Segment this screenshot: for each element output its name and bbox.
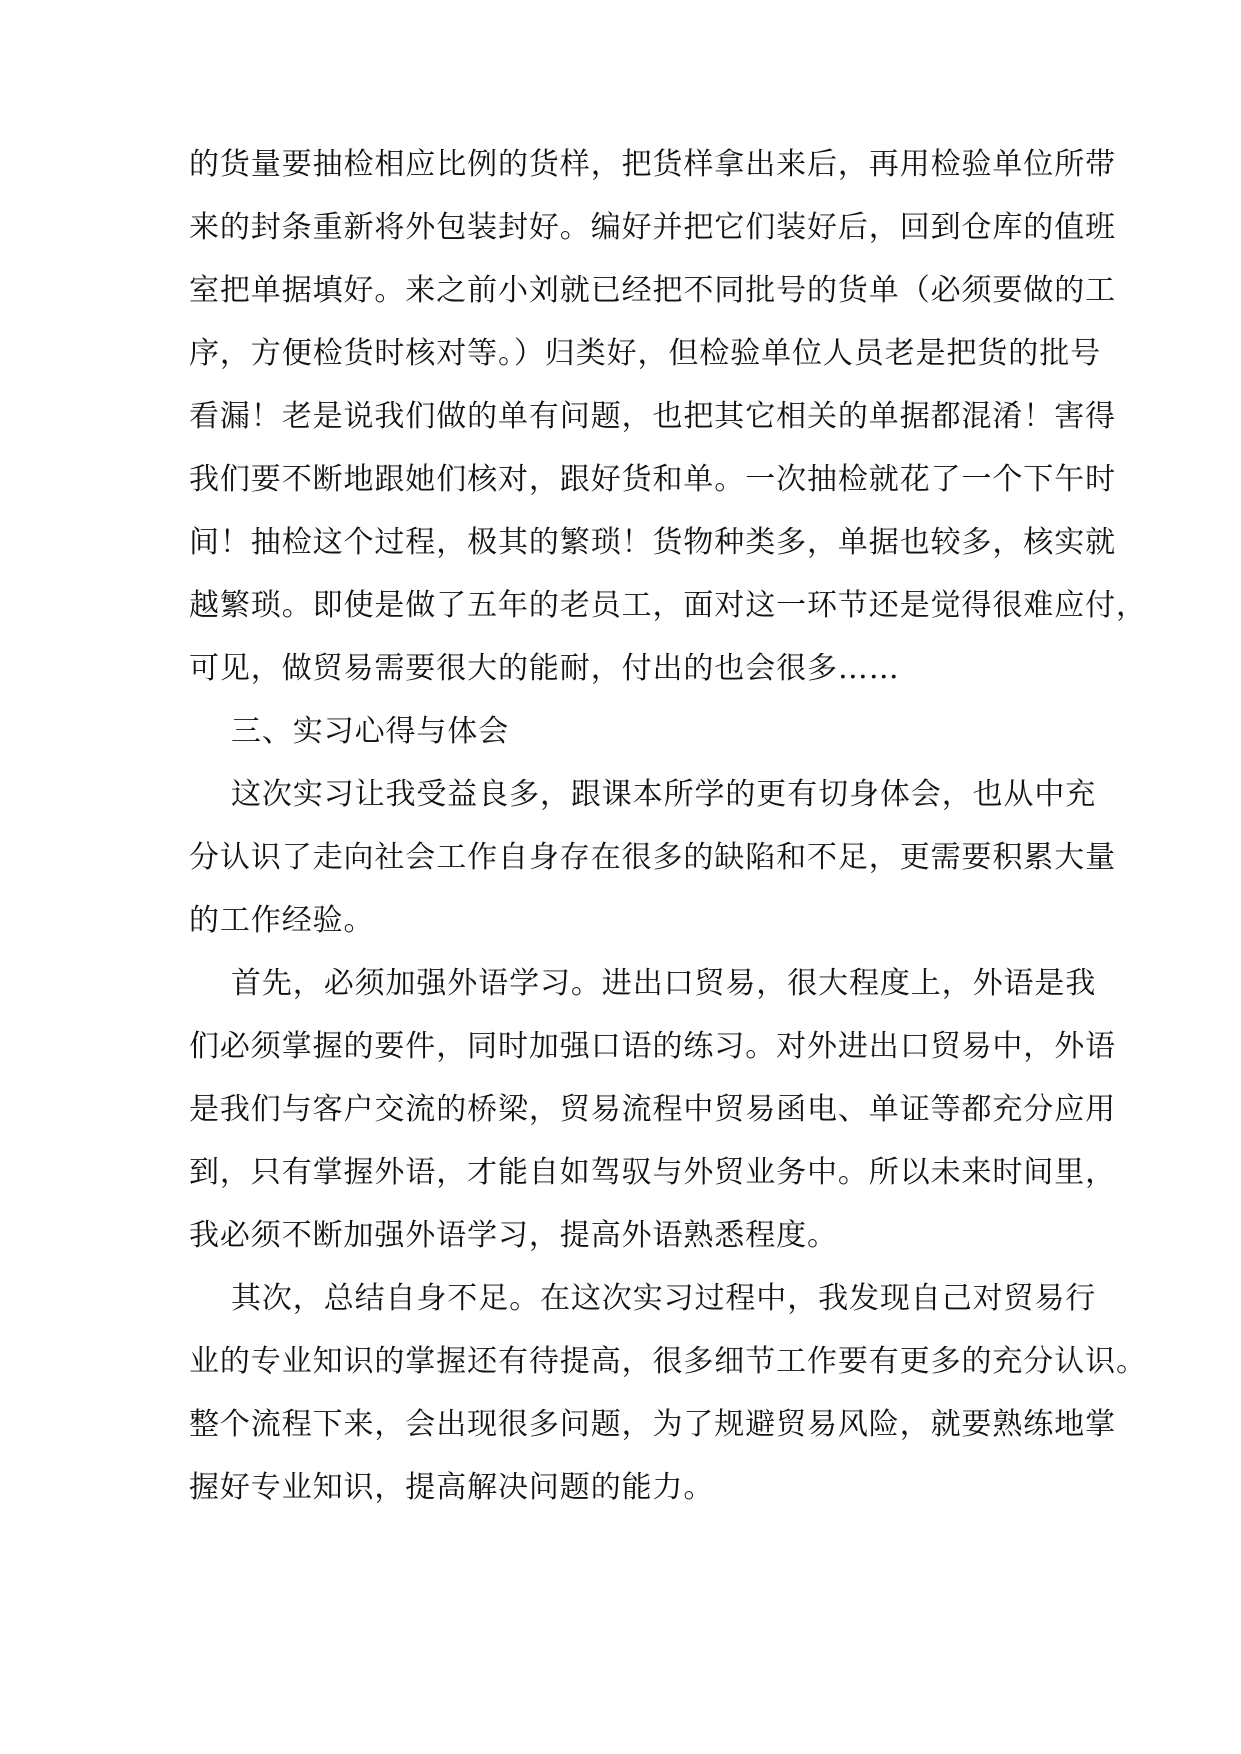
text-line: 室把单据填好。来之前小刘就已经把不同批号的货单（必须要做的工: [189, 273, 1116, 308]
text-line: 可见，做贸易需要很大的能耐，付出的也会很多……: [189, 651, 900, 686]
text-line: 我们要不断地跟她们核对，跟好货和单。一次抽检就花了一个下午时: [189, 462, 1116, 497]
text-line: 分认识了走向社会工作自身存在很多的缺陷和不足，更需要积累大量: [189, 840, 1116, 875]
text-line: 首先，必须加强外语学习。进出口贸易，很大程度上，外语是我: [231, 966, 1097, 1001]
text-line: 来的封条重新将外包装封好。编好并把它们装好后，回到仓库的值班: [189, 210, 1116, 245]
text-line: 这次实习让我受益良多，跟课本所学的更有切身体会，也从中充: [231, 777, 1097, 812]
text-line: 其次，总结自身不足。在这次实习过程中，我发现自己对贸易行: [231, 1281, 1097, 1316]
text-line: 们必须掌握的要件，同时加强口语的练习。对外进出口贸易中，外语: [189, 1029, 1116, 1064]
text-line: 到，只有掌握外语，才能自如驾驭与外贸业务中。所以未来时间里，: [189, 1155, 1116, 1190]
text-line: 的货量要抽检相应比例的货样，把货样拿出来后，再用检验单位所带: [189, 147, 1116, 182]
text-line: 越繁琐。即使是做了五年的老员工，面对这一环节还是觉得很难应付，: [189, 588, 1147, 623]
text-line: 我必须不断加强外语学习，提高外语熟悉程度。: [189, 1218, 838, 1253]
text-line: 业的专业知识的掌握还有待提高，很多细节工作要有更多的充分认识。: [189, 1344, 1147, 1379]
text-line: 的工作经验。: [189, 903, 375, 938]
text-line: 看漏！老是说我们做的单有问题，也把其它相关的单据都混淆！害得: [189, 399, 1116, 434]
text-line: 间！抽检这个过程，极其的繁琐！货物种类多，单据也较多，核实就: [189, 525, 1116, 560]
text-line: 序，方便检货时核对等。）归类好，但检验单位人员老是把货的批号: [189, 336, 1101, 371]
text-line: 握好专业知识，提高解决问题的能力。: [189, 1470, 715, 1505]
text-line: 整个流程下来，会出现很多问题，为了规避贸易风险，就要熟练地掌: [189, 1407, 1116, 1442]
section-heading: 三、实习心得与体会: [231, 714, 510, 749]
text-line: 是我们与客户交流的桥梁，贸易流程中贸易函电、单证等都充分应用: [189, 1092, 1116, 1127]
